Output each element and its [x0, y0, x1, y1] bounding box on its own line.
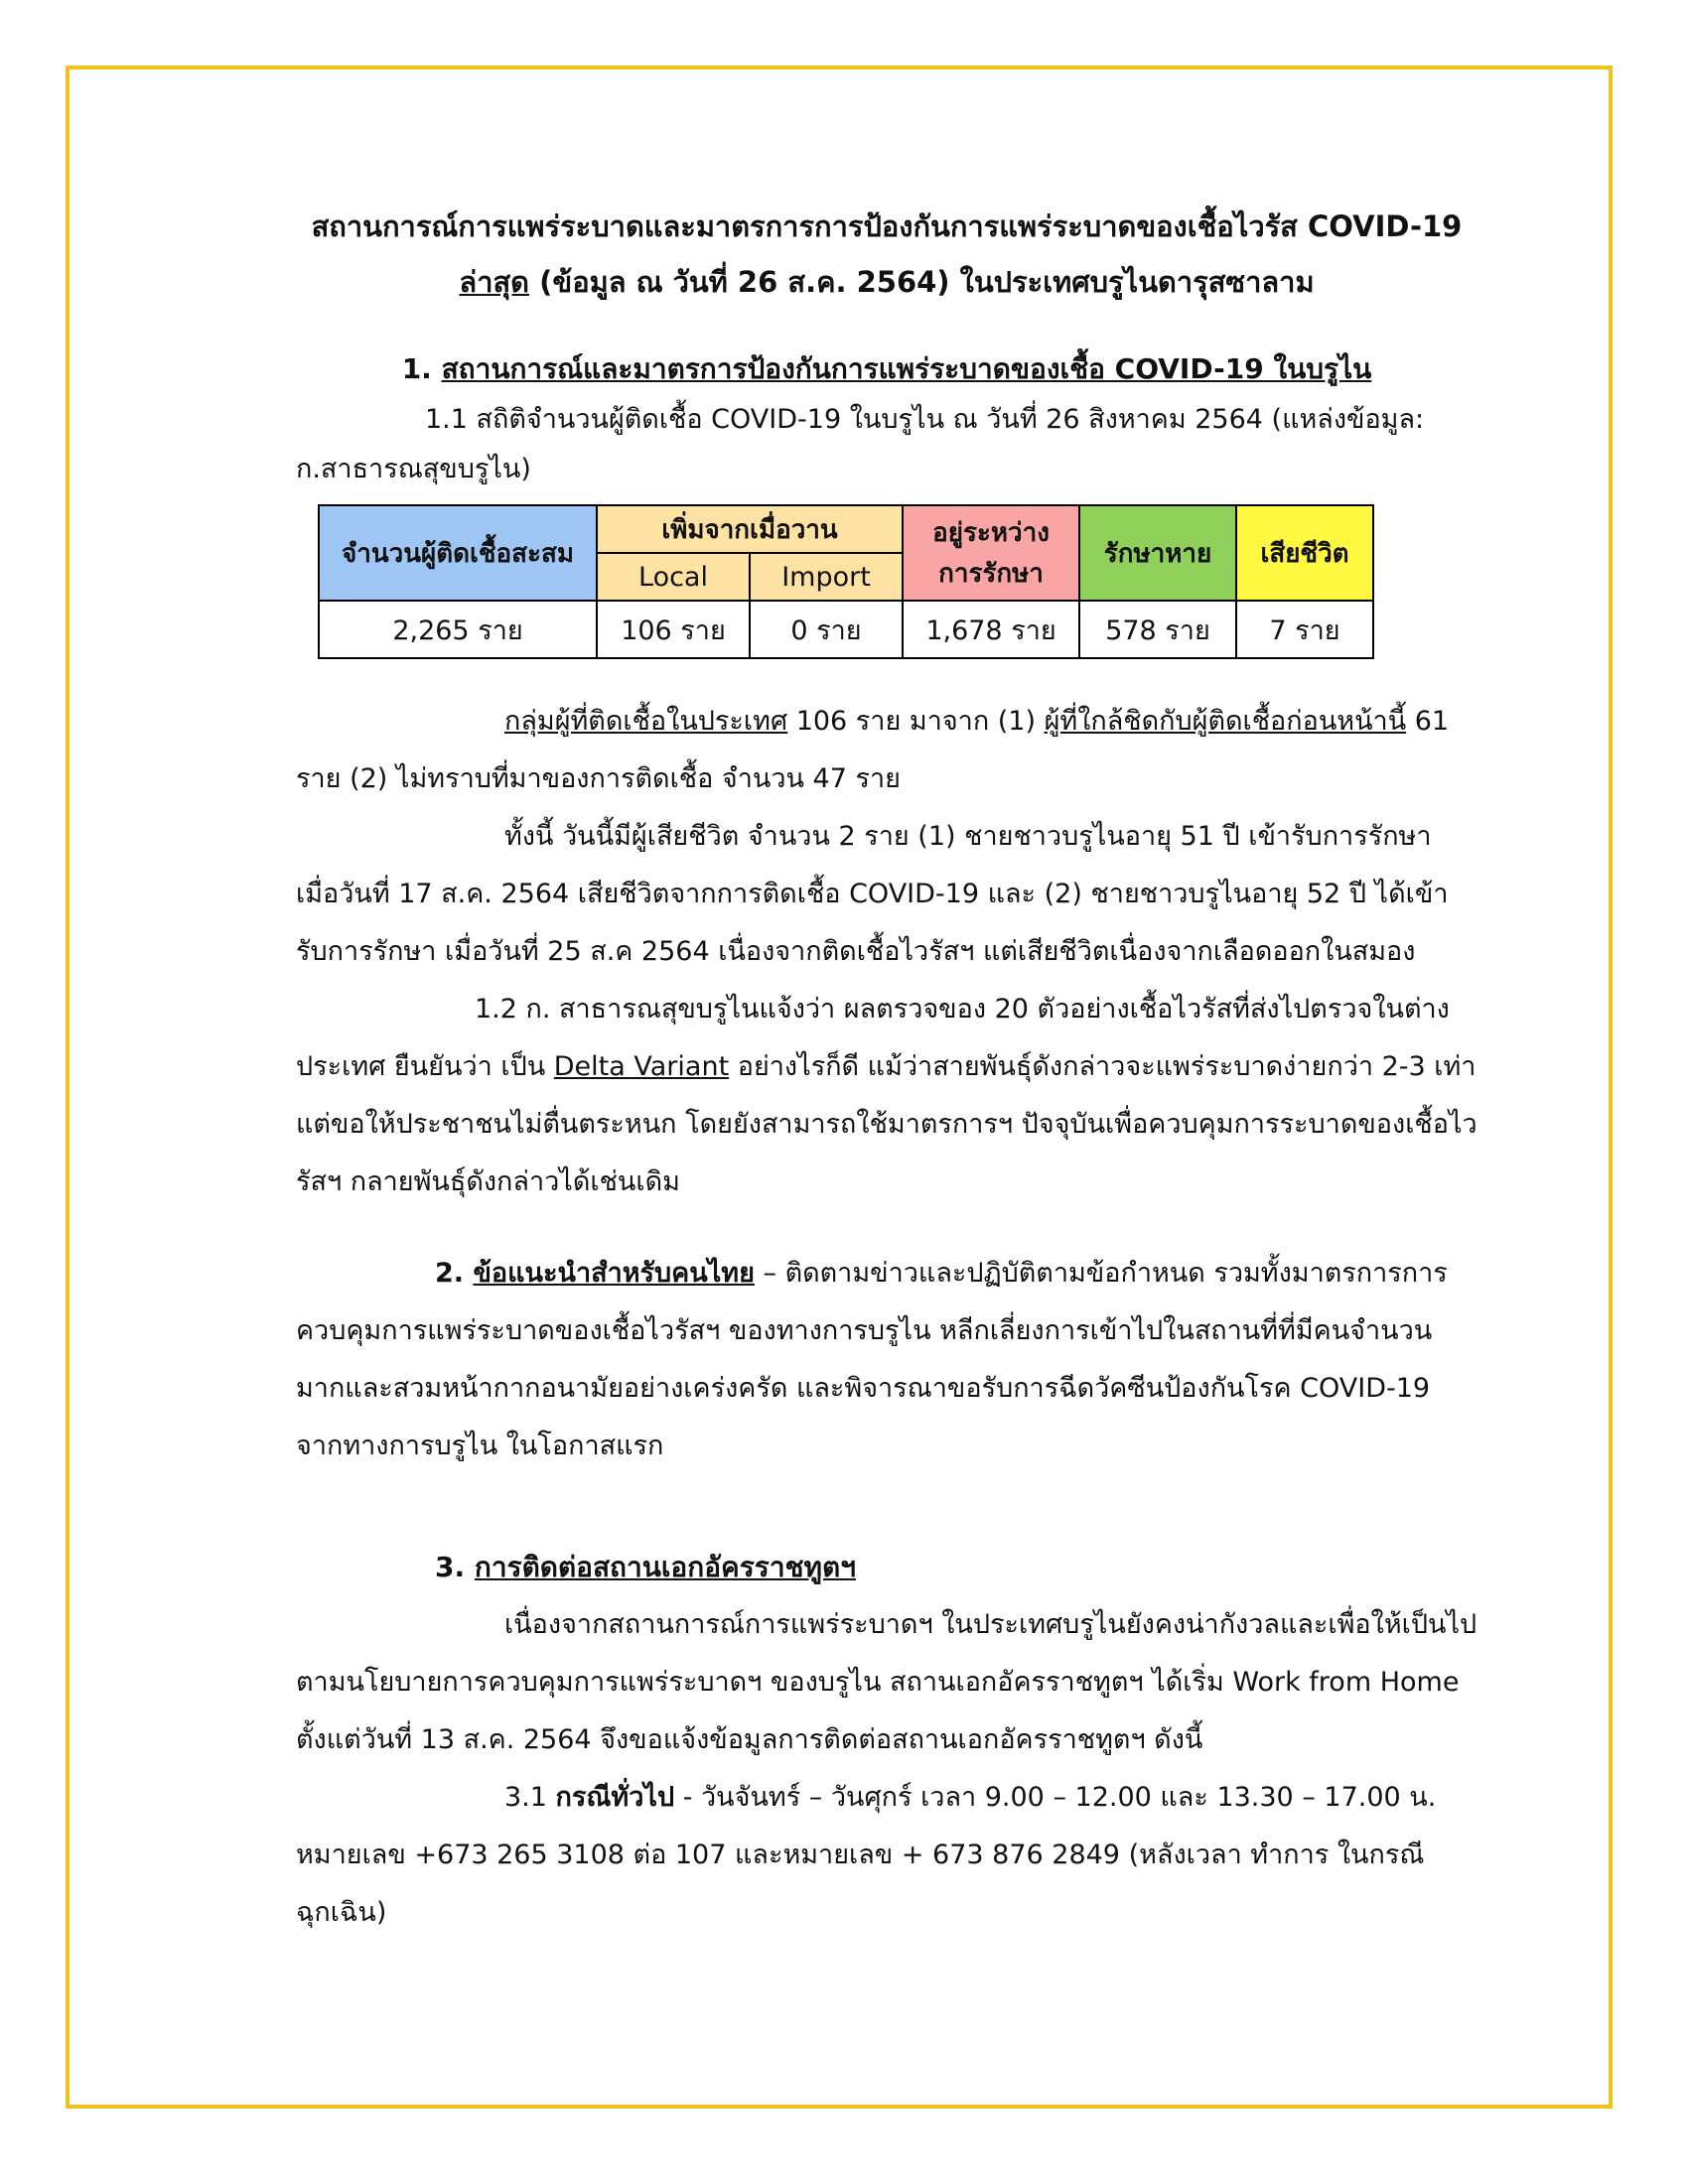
section-1-number: 1. [401, 352, 442, 385]
title-latest: ล่าสุด [459, 265, 530, 299]
local-cases-count: 106 ราย มาจาก (1) [787, 706, 1045, 737]
section-3-title: การติดต่อสถานเอกอัครราชทูตฯ [474, 1551, 856, 1583]
header-local: Local [597, 553, 750, 601]
value-import: 0 ราย [750, 601, 903, 658]
subsection-1-1-line: 1.1 สถิติจำนวนผู้ติดเชื้อ COVID-19 ในบรูไน ณ วันที่ 26 สิงหาคม 2564 (แหล่งข้อมูล: [425, 404, 1425, 435]
subsection-1-1-source: ก.สาธารณสุขบรูไน) [296, 454, 531, 484]
document-title [296, 199, 1477, 310]
local-cases-breakdown: 61 ราย (2) ไม่ทราบที่มาของการติดเชื้อ จำนวน 47 ราย [296, 706, 1450, 794]
covid-stats-table [318, 504, 1374, 659]
subsection-3-1-title: กรณีทั่วไป [555, 1782, 675, 1813]
section-2-paragraph [296, 1245, 1477, 1475]
section-2-title: ข้อแนะนำสำหรับคนไทย [473, 1258, 755, 1289]
subsection-3-1-contact: - วันจันทร์ – วันศุกร์ เวลา 9.00 – 12.00 และ 13.30 – 17.00 น. หมายเลข +673 265 3108 ต่อ 107 และหมายเลข + 673 876 2849 (หลังเวลา ทำการ ในกรณีฉุกเฉิน) [296, 1782, 1437, 1928]
subsection-1-2-paragraph [296, 981, 1477, 1211]
header-deaths: เสียชีวิต [1236, 505, 1373, 601]
header-under-treatment: อยู่ระหว่างการรักษา [903, 505, 1079, 601]
section-3-number: 3. [435, 1551, 475, 1583]
delta-variant-label: Delta Variant [553, 1051, 730, 1082]
value-deaths: 7 ราย [1236, 601, 1373, 658]
title-line-2 [296, 254, 1477, 310]
section-3-paragraph: เนื่องจากสถานการณ์การแพร่ระบาดฯ ในประเทศบรูไนยังคงน่ากังวลและเพื่อให้เป็นไปตามนโยบายการควบคุมการแพร่ระบาดฯ ของบรูไน สถานเอกอัครราชทูตฯ ได้เริ่ม Work from Home ตั้งแต่วันที่ 13 ส.ค. 2564 จึงขอแจ้งข้อมูลการติดต่อสถานเอกอัครราชทูตฯ ดังนี้ [296, 1609, 1477, 1755]
header-total-cases: จำนวนผู้ติดเชื้อสะสม [319, 505, 597, 601]
value-local: 106 ราย [597, 601, 750, 658]
value-under-treatment: 1,678 ราย [903, 601, 1079, 658]
local-cases-paragraph [296, 693, 1477, 808]
section-1-title: สถานการณ์และมาตรการป้องกันการแพร่ระบาดของเชื้อ COVID-19 ในบรูไน [441, 352, 1372, 385]
value-recovered: 578 ราย [1079, 601, 1236, 658]
header-new-since-yesterday: เพิ่มจากเมื่อวาน [597, 505, 903, 553]
section-3-heading [296, 1539, 1477, 1596]
section-1-heading [296, 343, 1477, 395]
document-body [296, 199, 1477, 1942]
local-cases-label: กลุ่มผู้ที่ติดเชื้อในประเทศ [504, 706, 788, 737]
subsection-3-1-paragraph [296, 1769, 1477, 1942]
title-date-country: (ข้อมูล ณ วันที่ 26 ส.ค. 2564) ในประเทศบรูไนดารุสซาลาม [529, 265, 1315, 299]
close-contacts-label: ผู้ที่ใกล้ชิดกับผู้ติดเชื้อก่อนหน้านี้ [1044, 706, 1407, 737]
header-recovered: รักษาหาย [1079, 505, 1236, 601]
section-2-body: – ติดตามข่าวและปฏิบัติตามข้อกำหนด รวมทั้งมาตรการการควบคุมการแพร่ระบาดของเชื้อไวรัสฯ ของทางการบรูไน หลีกเลี่ยงการเข้าไปในสถานที่ที่มีคนจำนวนมากและสวมหน้ากากอนามัยอย่างเคร่งครัด และพิจารณาขอรับการฉีดวัคซีนป้องกันโรค COVID-19 จากทางการบรูไน ในโอกาสแรก [296, 1258, 1448, 1461]
subsection-1-1-text [296, 395, 1477, 494]
deaths-paragraph: ทั้งนี้ วันนี้มีผู้เสียชีวิต จำนวน 2 ราย (1) ชายชาวบรูไนอายุ 51 ปี เข้ารับการรักษา เมื่อวันที่ 17 ส.ค. 2564 เสียชีวิตจากการติดเชื้อ COVID-19 และ (2) ชายชาวบรูไนอายุ 52 ปี ได้เข้ารับการรักษา เมื่อวันที่ 25 ส.ค 2564 เนื่องจากติดเชื้อไวรัสฯ แต่เสียชีวิตเนื่องจากเลือดออกในสมอง [296, 821, 1449, 967]
subsection-3-1-number: 3.1 [504, 1782, 556, 1813]
title-line-1: สถานการณ์การแพร่ระบาดและมาตรการการป้องกันการแพร่ระบาดของเชื้อไวรัส COVID-19 [311, 209, 1463, 243]
header-import: Import [750, 553, 903, 601]
value-total-cases: 2,265 ราย [319, 601, 597, 658]
section-2-number: 2. [435, 1258, 474, 1289]
subsection-1-2-end: อย่างไรก็ดี แม้ว่าสายพันธุ์ดังกล่าวจะแพร่ระบาดง่ายกว่า 2-3 เท่า แต่ขอให้ประชาชนไม่ตื่นตระหนก โดยยังสามารถใช้มาตรการฯ ปัจจุบันเพื่อควบคุมการระบาดของเชื้อไวรัสฯ กลายพันธุ์ดังกล่าวได้เช่นเดิม [296, 1051, 1477, 1197]
subsection-1-2-start: 1.2 ก. สาธารณสุขบรูไนแจ้งว่า ผลตรวจของ 20 ตัวอย่างเชื้อไวรัสที่ส่งไปตรวจในต่างประเทศ ยืนยันว่า เป็น [296, 994, 1450, 1082]
